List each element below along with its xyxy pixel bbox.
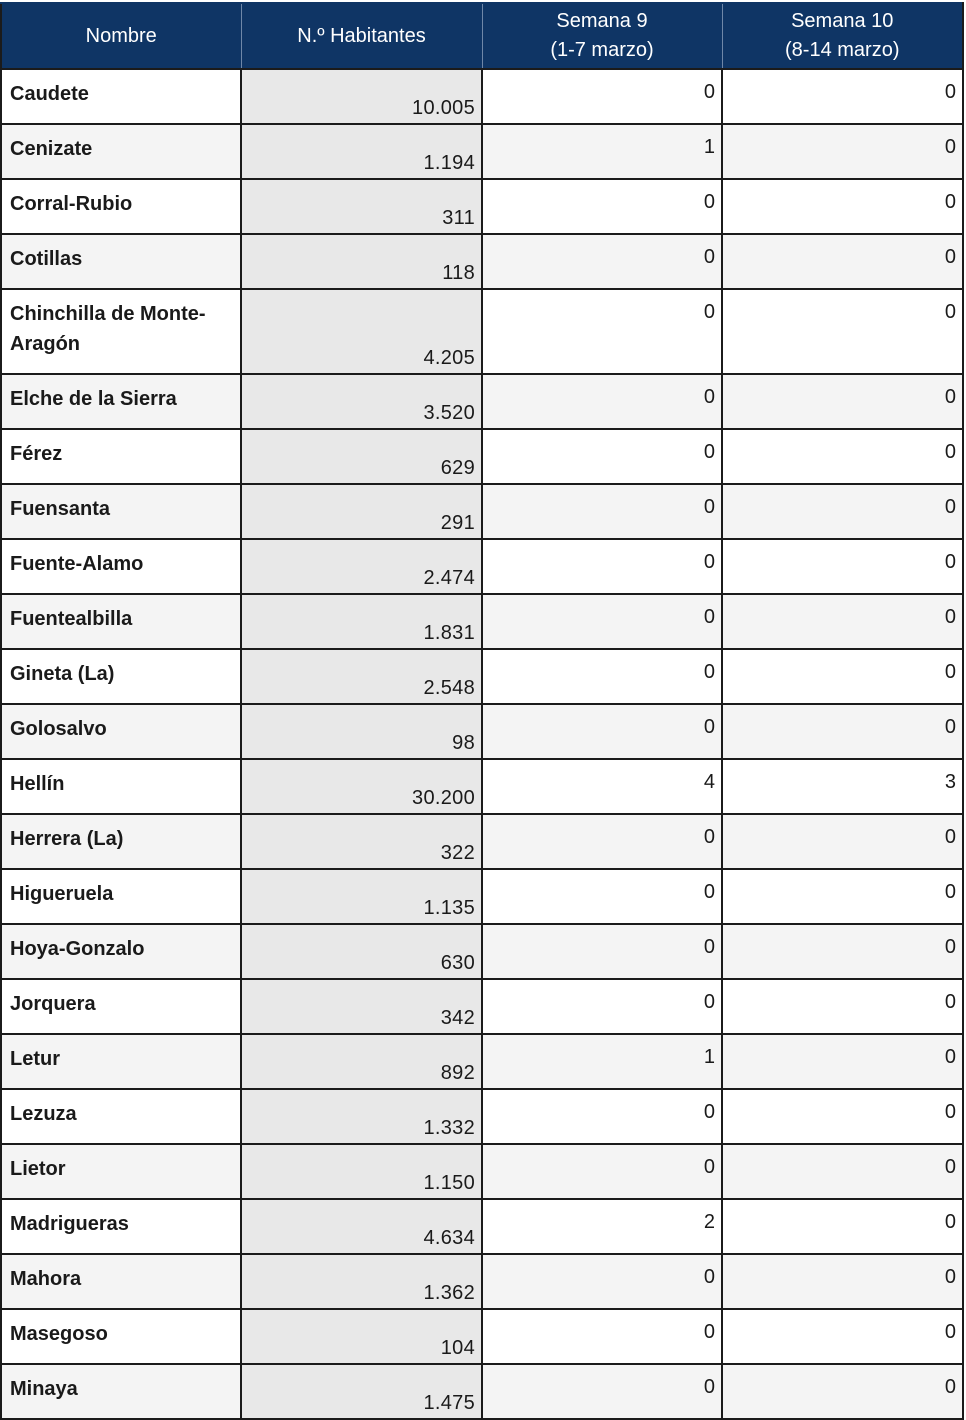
population-cell: 98 (241, 704, 482, 759)
name-cell: Elche de la Sierra (1, 374, 241, 429)
week9-cell: 0 (482, 704, 722, 759)
table-row (1, 539, 963, 594)
name-cell: Higueruela (1, 869, 241, 924)
name-cell: Hellín (1, 759, 241, 814)
week9-cell: 0 (482, 1309, 722, 1364)
name-cell: Mahora (1, 1254, 241, 1309)
table-row (1, 1144, 963, 1199)
header-row (1, 3, 963, 69)
week10-cell: 0 (722, 539, 963, 594)
week9-cell: 0 (482, 234, 722, 289)
header-name (1, 3, 241, 69)
name-cell: Fuente-Alamo (1, 539, 241, 594)
table-row (1, 1089, 963, 1144)
population-cell: 1.831 (241, 594, 482, 649)
week10-cell: 0 (722, 979, 963, 1034)
table-row (1, 759, 963, 814)
name-cell: Minaya (1, 1364, 241, 1419)
name-cell: Fuensanta (1, 484, 241, 539)
table-row (1, 869, 963, 924)
population-cell: 892 (241, 1034, 482, 1089)
population-cell: 629 (241, 429, 482, 484)
table-row (1, 649, 963, 704)
header-week9-title: Semana 9 (556, 10, 648, 32)
week9-cell: 1 (482, 124, 722, 179)
population-cell: 1.194 (241, 124, 482, 179)
name-cell: Corral-Rubio (1, 179, 241, 234)
table-row (1, 1309, 963, 1364)
week9-cell: 0 (482, 649, 722, 704)
population-cell: 630 (241, 924, 482, 979)
name-cell: Masegoso (1, 1309, 241, 1364)
header-population (241, 3, 482, 69)
week10-cell: 0 (722, 814, 963, 869)
name-cell: Letur (1, 1034, 241, 1089)
week9-cell: 4 (482, 759, 722, 814)
name-cell: Jorquera (1, 979, 241, 1034)
week9-cell: 0 (482, 1254, 722, 1309)
week9-cell: 0 (482, 374, 722, 429)
header-week10-title: Semana 10 (791, 10, 894, 32)
header-week9-range: (1-7 marzo) (550, 39, 654, 61)
week9-cell: 0 (482, 484, 722, 539)
week9-cell: 0 (482, 289, 722, 374)
population-cell: 1.362 (241, 1254, 482, 1309)
week10-cell: 0 (722, 1309, 963, 1364)
week10-cell: 3 (722, 759, 963, 814)
header-week9 (482, 3, 722, 69)
table-row (1, 124, 963, 179)
population-cell: 1.332 (241, 1089, 482, 1144)
week9-cell: 0 (482, 539, 722, 594)
week9-cell: 0 (482, 1364, 722, 1419)
table-row (1, 179, 963, 234)
population-cell: 1.475 (241, 1364, 482, 1419)
week10-cell: 0 (722, 649, 963, 704)
table-row (1, 924, 963, 979)
table-row (1, 814, 963, 869)
name-cell: Herrera (La) (1, 814, 241, 869)
name-cell: Cenizate (1, 124, 241, 179)
population-cell: 30.200 (241, 759, 482, 814)
table-row (1, 69, 963, 124)
name-cell: Cotillas (1, 234, 241, 289)
header-name-label: Nombre (85, 24, 157, 47)
population-cell: 1.135 (241, 869, 482, 924)
week9-cell: 0 (482, 814, 722, 869)
table-header (1, 3, 963, 69)
week9-cell: 0 (482, 69, 722, 124)
table-row (1, 374, 963, 429)
table-row (1, 1364, 963, 1419)
name-cell: Lietor (1, 1144, 241, 1199)
table-row (1, 1254, 963, 1309)
population-cell: 311 (241, 179, 482, 234)
name-cell: Férez (1, 429, 241, 484)
population-cell: 2.474 (241, 539, 482, 594)
header-week10-range: (8-14 marzo) (785, 39, 900, 61)
municipalities-table (0, 2, 964, 1420)
population-cell: 118 (241, 234, 482, 289)
table-row (1, 429, 963, 484)
header-population-label: N.º Habitantes (297, 24, 426, 47)
name-cell: Caudete (1, 69, 241, 124)
week9-cell: 0 (482, 594, 722, 649)
week9-cell: 0 (482, 869, 722, 924)
table-row (1, 234, 963, 289)
week10-cell: 0 (722, 484, 963, 539)
table-row (1, 704, 963, 759)
table-row (1, 289, 963, 374)
population-cell: 3.520 (241, 374, 482, 429)
name-cell: Gineta (La) (1, 649, 241, 704)
name-cell: Lezuza (1, 1089, 241, 1144)
population-cell: 342 (241, 979, 482, 1034)
week10-cell: 0 (722, 289, 963, 374)
table-row (1, 1034, 963, 1089)
week10-cell: 0 (722, 374, 963, 429)
week10-cell: 0 (722, 869, 963, 924)
population-cell: 104 (241, 1309, 482, 1364)
name-cell: Golosalvo (1, 704, 241, 759)
header-week10 (722, 3, 963, 69)
population-cell: 2.548 (241, 649, 482, 704)
week10-cell: 0 (722, 1144, 963, 1199)
population-cell: 1.150 (241, 1144, 482, 1199)
week9-cell: 0 (482, 1144, 722, 1199)
week9-cell: 0 (482, 924, 722, 979)
week9-cell: 0 (482, 1089, 722, 1144)
week10-cell: 0 (722, 1254, 963, 1309)
table-row (1, 594, 963, 649)
table-body (1, 69, 963, 1419)
table-row (1, 979, 963, 1034)
week10-cell: 0 (722, 69, 963, 124)
week10-cell: 0 (722, 234, 963, 289)
week10-cell: 0 (722, 124, 963, 179)
population-cell: 322 (241, 814, 482, 869)
table-row (1, 484, 963, 539)
population-cell: 4.634 (241, 1199, 482, 1254)
name-cell: Fuentealbilla (1, 594, 241, 649)
population-cell: 291 (241, 484, 482, 539)
week9-cell: 0 (482, 429, 722, 484)
week9-cell: 0 (482, 979, 722, 1034)
name-cell: Madrigueras (1, 1199, 241, 1254)
week10-cell: 0 (722, 594, 963, 649)
week10-cell: 0 (722, 1199, 963, 1254)
week10-cell: 0 (722, 179, 963, 234)
table-row (1, 1199, 963, 1254)
week9-cell: 1 (482, 1034, 722, 1089)
week10-cell: 0 (722, 704, 963, 759)
week10-cell: 0 (722, 1034, 963, 1089)
week9-cell: 2 (482, 1199, 722, 1254)
population-cell: 4.205 (241, 289, 482, 374)
population-cell: 10.005 (241, 69, 482, 124)
week9-cell: 0 (482, 179, 722, 234)
name-cell: Hoya-Gonzalo (1, 924, 241, 979)
name-cell: Chinchilla de Monte-Aragón (1, 289, 241, 374)
week10-cell: 0 (722, 429, 963, 484)
week10-cell: 0 (722, 1089, 963, 1144)
week10-cell: 0 (722, 1364, 963, 1419)
week10-cell: 0 (722, 924, 963, 979)
